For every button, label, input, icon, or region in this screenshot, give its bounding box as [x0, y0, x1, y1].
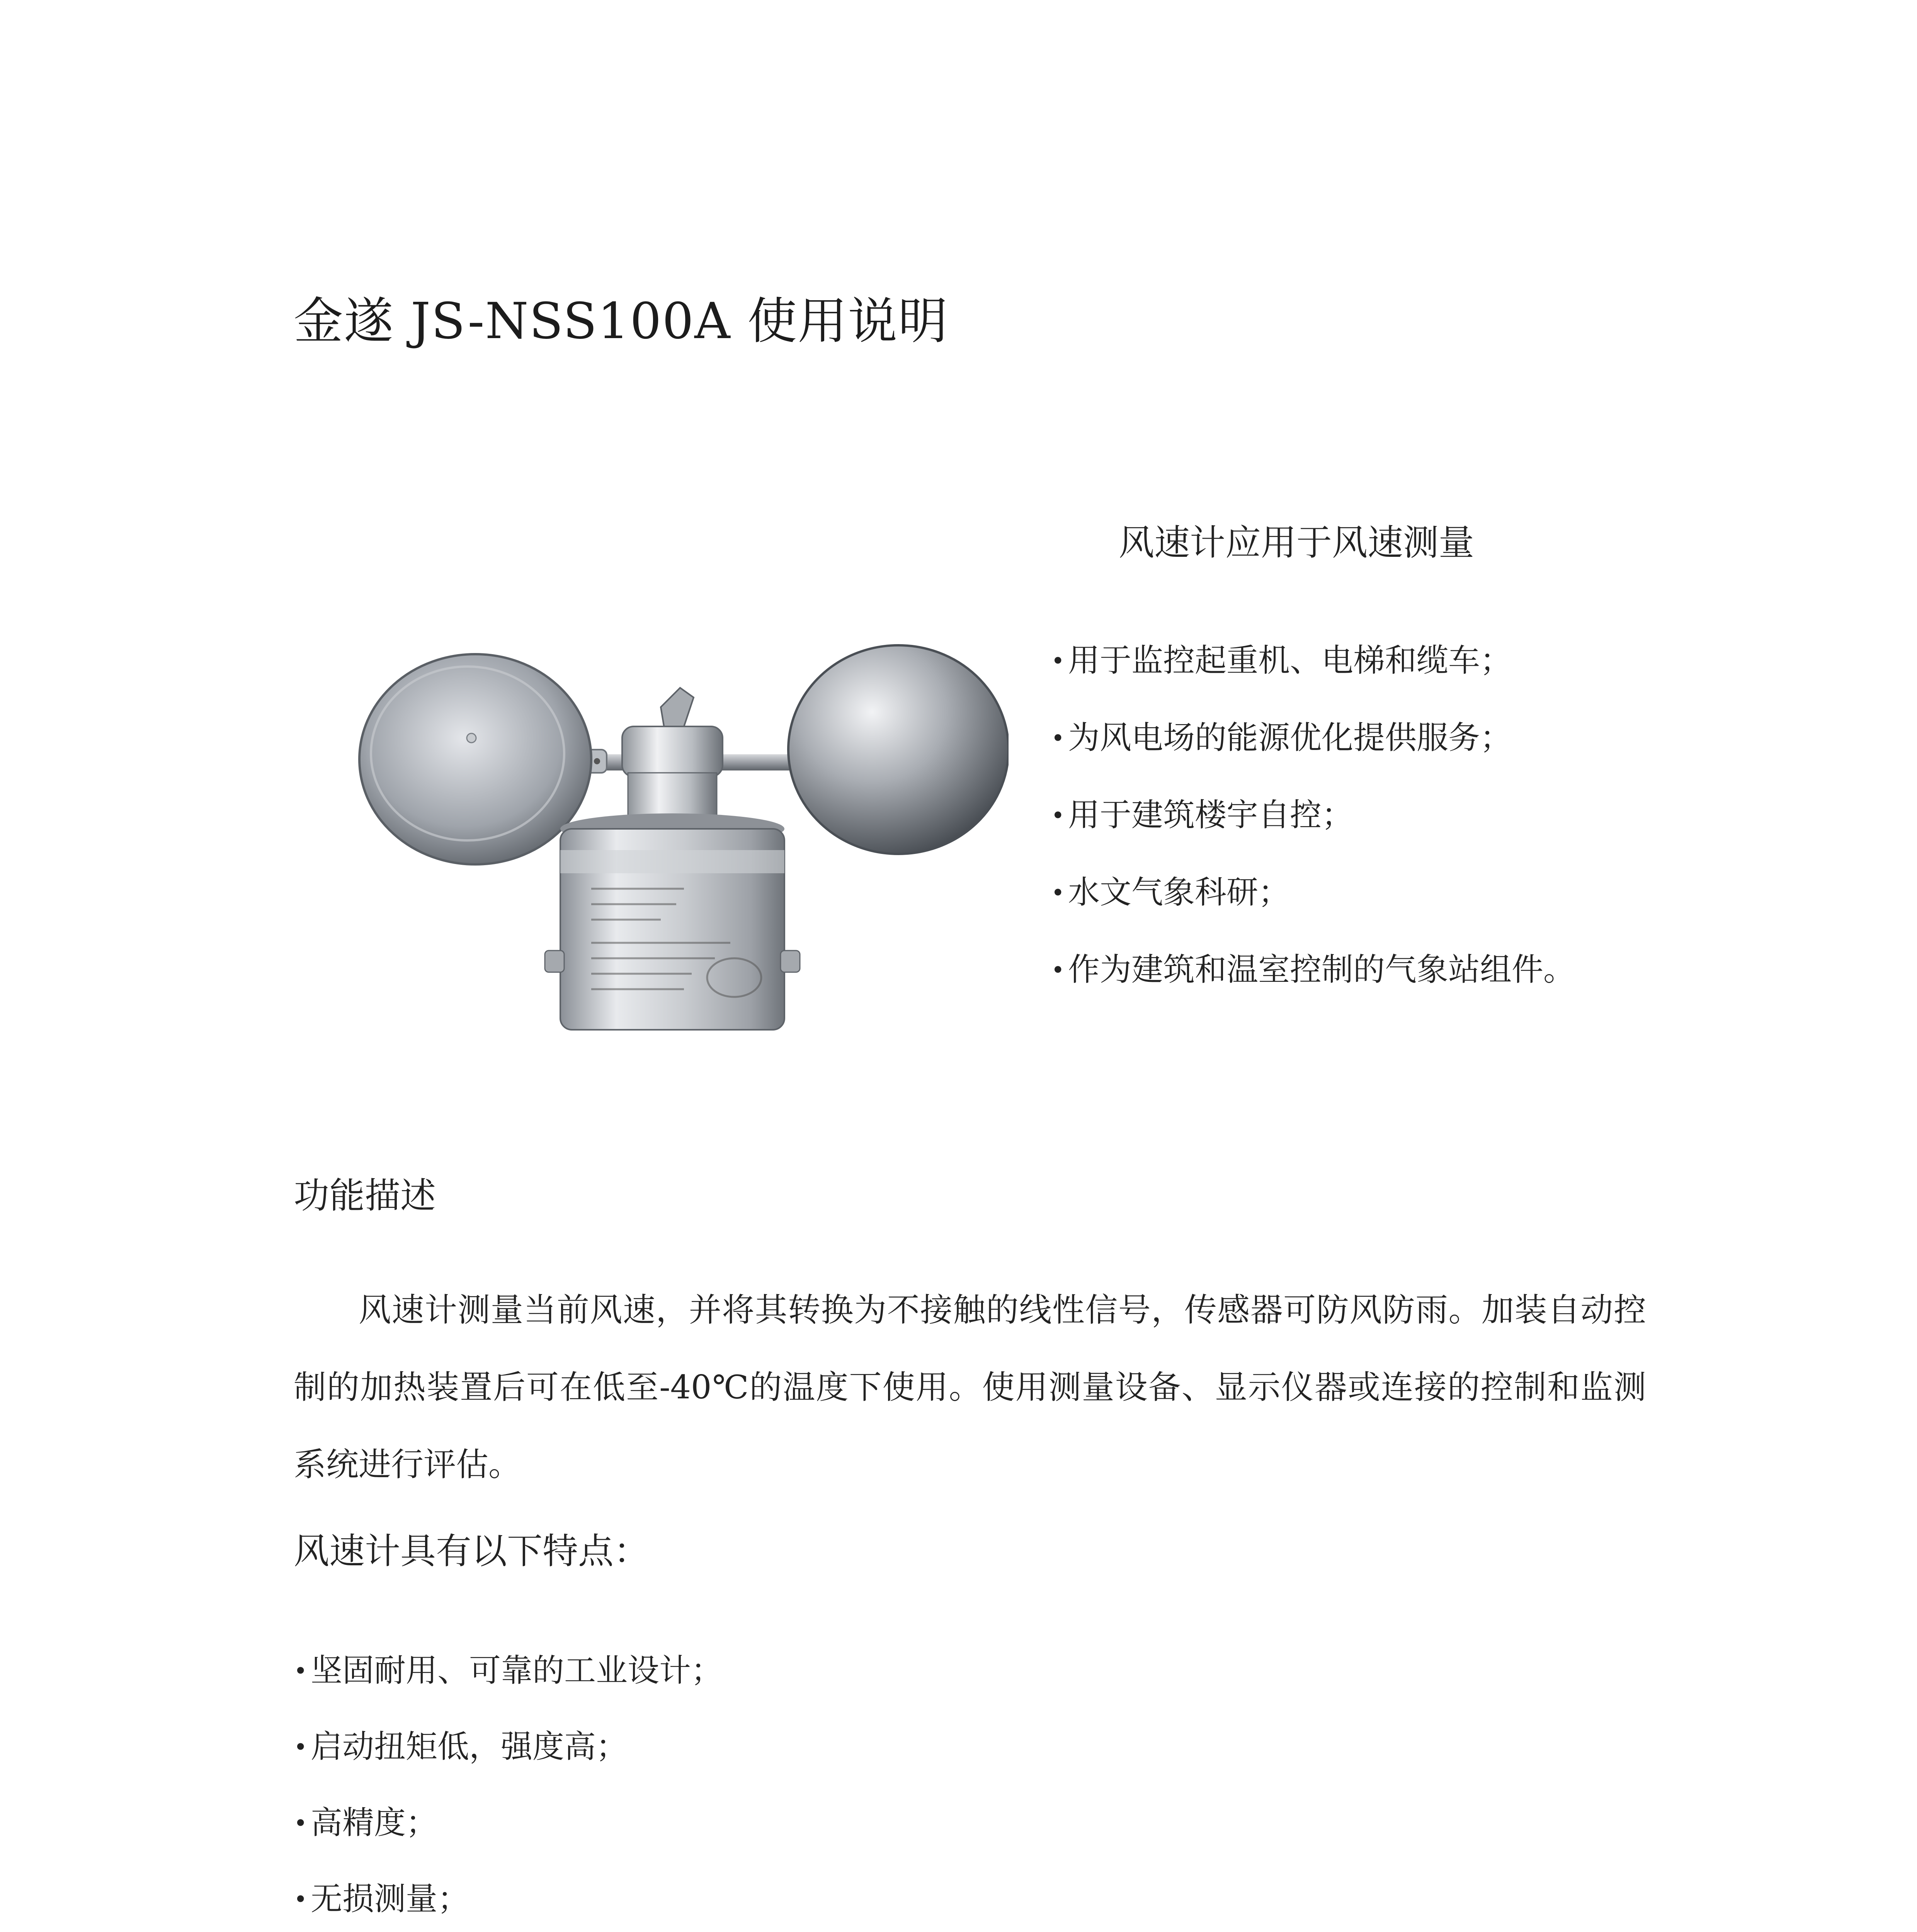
list-item: • 启动扭矩低，强度高； — [294, 1709, 818, 1785]
list-item: • 用于建筑楼宇自控； — [1051, 777, 1575, 854]
list-item: • 为风电场的能源优化提供服务； — [1051, 699, 1575, 777]
list-item: • 作为建筑和温室控制的气象站组件。 — [1051, 931, 1575, 1009]
list-item: • 高精度； — [294, 1785, 818, 1861]
list-item: • 坚固耐用、可靠的工业设计； — [294, 1633, 818, 1709]
bullet-icon: • — [294, 1658, 308, 1685]
bullet-icon: • — [1051, 725, 1065, 752]
bullet-icon: • — [294, 1886, 308, 1913]
applications-list — [1051, 622, 1575, 1009]
function-paragraph: 风速计测量当前风速，并将其转换为不接触的线性信号，传感器可防风防雨。加装自动控制的加热装置后可在低至-40℃的温度下使用。使用测量设备、显示仪器或连接的控制和监测系统进行评估。 — [294, 1291, 1646, 1483]
left-cup — [359, 654, 591, 864]
bullet-icon: • — [294, 1734, 308, 1761]
bullet-icon: • — [294, 1810, 308, 1837]
applications-heading: 风速计应用于风速测量 — [1119, 522, 1475, 563]
bullet-icon: • — [1051, 957, 1065, 984]
features-list — [294, 1633, 818, 1932]
list-item: • 用于监控起重机、电梯和缆车； — [1051, 622, 1575, 699]
features-heading: 风速计具有以下特点： — [294, 1531, 650, 1572]
bullet-icon: • — [1051, 648, 1065, 675]
bullet-icon: • — [1051, 879, 1065, 906]
list-item: • 水文气象科研； — [1051, 854, 1575, 931]
bullet-icon: • — [1051, 802, 1065, 829]
document-title: 金遂 JS-NSS100A 使用说明 — [294, 293, 949, 350]
anemometer-photo — [344, 611, 1009, 1043]
rotor-hub — [622, 726, 723, 777]
function-heading: 功能描述 — [294, 1175, 436, 1216]
list-item: • 无损测量； — [294, 1861, 818, 1932]
top-bracket — [661, 688, 694, 730]
right-cup — [788, 645, 1009, 854]
